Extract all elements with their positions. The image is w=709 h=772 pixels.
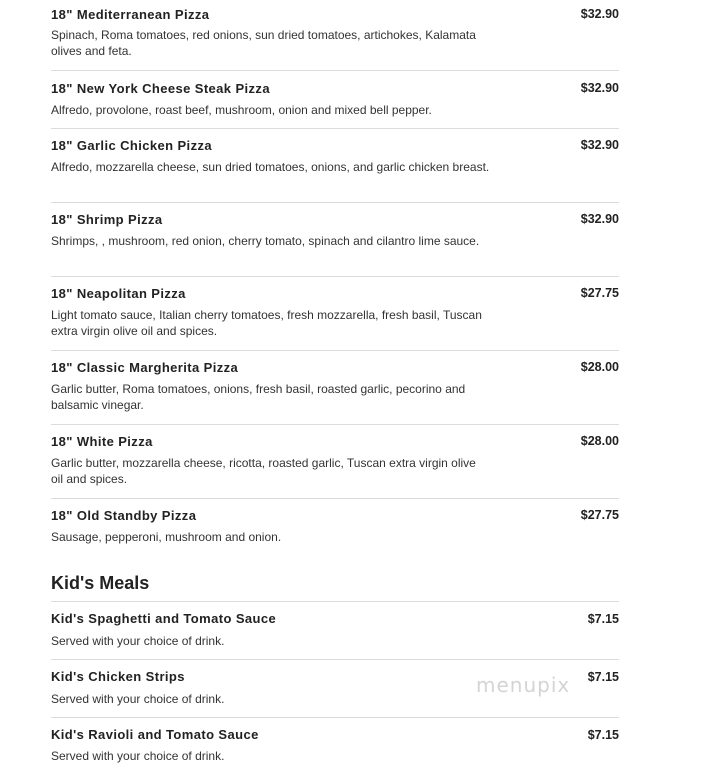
menu-list <box>51 0 619 559</box>
item-description: Shrimps, , mushroom, red onion, cherry tomato, spinach and cilantro lime sauce. <box>51 234 480 248</box>
menu-item <box>51 499 619 559</box>
menu-item <box>51 203 619 277</box>
menu-item <box>51 602 619 660</box>
item-name: 18" New York Cheese Steak Pizza <box>51 81 270 96</box>
item-price: $32.90 <box>580 81 619 95</box>
item-price: $32.90 <box>580 138 619 152</box>
item-name: Kid's Spaghetti and Tomato Sauce <box>51 611 277 626</box>
menu-item <box>51 277 619 351</box>
item-description: Alfredo, provolone, roast beef, mushroom, onion and mixed bell pepper. <box>51 103 432 117</box>
item-name: 18" Garlic Chicken Pizza <box>51 138 212 153</box>
section-title-kids-meals: Kid's Meals <box>51 573 150 593</box>
item-description: Garlic butter, Roma tomatoes, onions, fresh basil, roasted garlic, pecorino and balsamic vinegar. <box>51 382 466 412</box>
item-price: $7.15 <box>587 728 619 742</box>
item-price: $27.75 <box>580 286 619 300</box>
item-name: 18" Mediterranean Pizza <box>51 7 210 22</box>
item-price: $32.90 <box>580 212 619 226</box>
item-name: Kid's Chicken Strips <box>51 669 185 684</box>
item-description: Served with your choice of drink. <box>51 749 225 763</box>
item-description: Spinach, Roma tomatoes, red onions, sun dried tomatoes, artichokes, Kalamata olives and feta. <box>51 28 476 58</box>
item-name: 18" Classic Margherita Pizza <box>51 360 239 375</box>
item-price: $28.00 <box>580 360 619 374</box>
item-price: $7.15 <box>587 612 619 626</box>
item-price: $7.15 <box>587 670 619 684</box>
item-description: Served with your choice of drink. <box>51 692 225 706</box>
menu-item <box>51 718 619 772</box>
menu-item <box>51 425 619 499</box>
item-description: Alfredo, mozzarella cheese, sun dried tomatoes, onions, and garlic chicken breast. <box>51 160 490 174</box>
item-description: Garlic butter, mozzarella cheese, ricotta, roasted garlic, Tuscan extra virgin olive oil and spices. <box>51 456 476 486</box>
item-price: $28.00 <box>580 434 619 448</box>
menu-item <box>51 129 619 203</box>
item-description: Light tomato sauce, Italian cherry tomatoes, fresh mozzarella, fresh basil, Tuscan extra virgin olive oil and spices. <box>51 308 482 338</box>
item-name: 18" Shrimp Pizza <box>51 212 163 227</box>
item-name: 18" White Pizza <box>51 434 153 449</box>
menu-item <box>51 0 619 71</box>
item-name: Kid's Ravioli and Tomato Sauce <box>51 727 259 742</box>
menu-item <box>51 351 619 425</box>
item-price: $32.90 <box>580 7 619 21</box>
item-price: $27.75 <box>580 508 619 522</box>
menu-item <box>51 71 619 129</box>
item-name: 18" Neapolitan Pizza <box>51 286 186 301</box>
menupix-watermark: menupix <box>476 673 571 697</box>
item-name: 18" Old Standby Pizza <box>51 508 197 523</box>
item-description: Sausage, pepperoni, mushroom and onion. <box>51 530 282 544</box>
item-description: Served with your choice of drink. <box>51 634 225 648</box>
